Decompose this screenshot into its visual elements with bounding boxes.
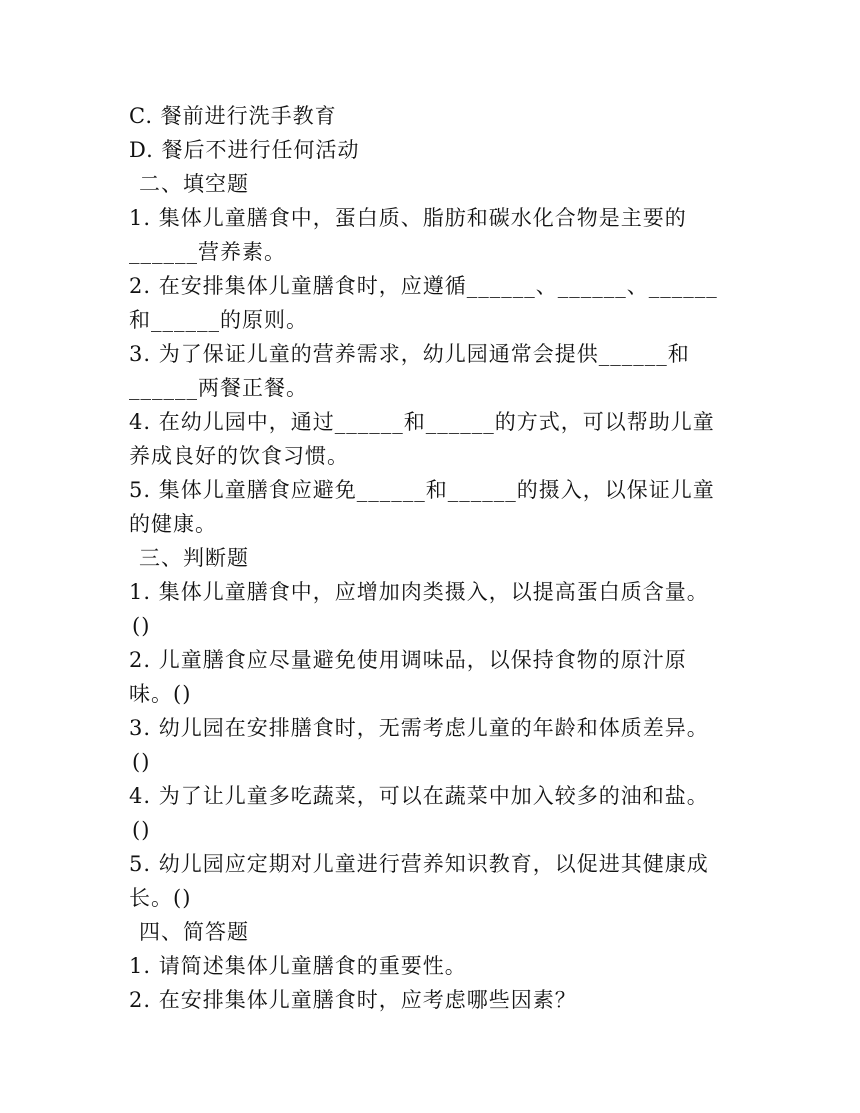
fill-question-4-cont: 养成良好的饮食习惯。 xyxy=(129,444,349,468)
tf-question-2: 2. 儿童膳食应尽量避免使用调味品，以保持食物的原汁原 xyxy=(129,648,687,672)
option-c: C. 餐前进行洗手教育 xyxy=(129,104,337,128)
tf-question-3-paren: () xyxy=(132,750,151,774)
section-heading-fill-blank: 二、填空题 xyxy=(139,172,249,196)
fill-question-3: 3. 为了保证儿童的营养需求，幼儿园通常会提供______和 xyxy=(129,342,690,366)
tf-question-5-cont: 长。() xyxy=(129,886,192,910)
section-heading-true-false: 三、判断题 xyxy=(139,546,249,570)
fill-question-3-cont: ______两餐正餐。 xyxy=(129,376,308,400)
tf-question-2-cont: 味。() xyxy=(129,682,192,706)
fill-question-2-cont: 和______的原则。 xyxy=(129,308,308,332)
option-d: D. 餐后不进行任何活动 xyxy=(129,138,360,162)
fill-question-5-cont: 的健康。 xyxy=(129,512,217,536)
tf-question-4-paren: () xyxy=(132,818,151,842)
fill-question-5: 5. 集体儿童膳食应避免______和______的摄入，以保证儿童 xyxy=(129,478,715,502)
fill-question-4: 4. 在幼儿园中，通过______和______的方式，可以帮助儿童 xyxy=(129,410,715,434)
fill-question-1-cont: ______营养素。 xyxy=(129,240,286,264)
tf-question-1: 1. 集体儿童膳食中，应增加肉类摄入，以提高蛋白质含量。 xyxy=(129,580,709,604)
fill-question-1: 1. 集体儿童膳食中，蛋白质、脂肪和碳水化合物是主要的 xyxy=(129,206,687,230)
section-heading-short-answer: 四、简答题 xyxy=(139,920,249,944)
tf-question-5: 5. 幼儿园应定期对儿童进行营养知识教育，以促进其健康成 xyxy=(129,852,709,876)
tf-question-4: 4. 为了让儿童多吃蔬菜，可以在蔬菜中加入较多的油和盐。 xyxy=(129,784,709,808)
tf-question-3: 3. 幼儿园在安排膳食时，无需考虑儿童的年龄和体质差异。 xyxy=(129,716,709,740)
short-question-1: 1. 请简述集体儿童膳食的重要性。 xyxy=(129,954,467,978)
tf-question-1-paren: () xyxy=(132,614,151,638)
fill-question-2: 2. 在安排集体儿童膳食时，应遵循______、______、______ xyxy=(129,274,718,298)
short-question-2: 2. 在安排集体儿童膳食时，应考虑哪些因素？ xyxy=(129,988,577,1012)
